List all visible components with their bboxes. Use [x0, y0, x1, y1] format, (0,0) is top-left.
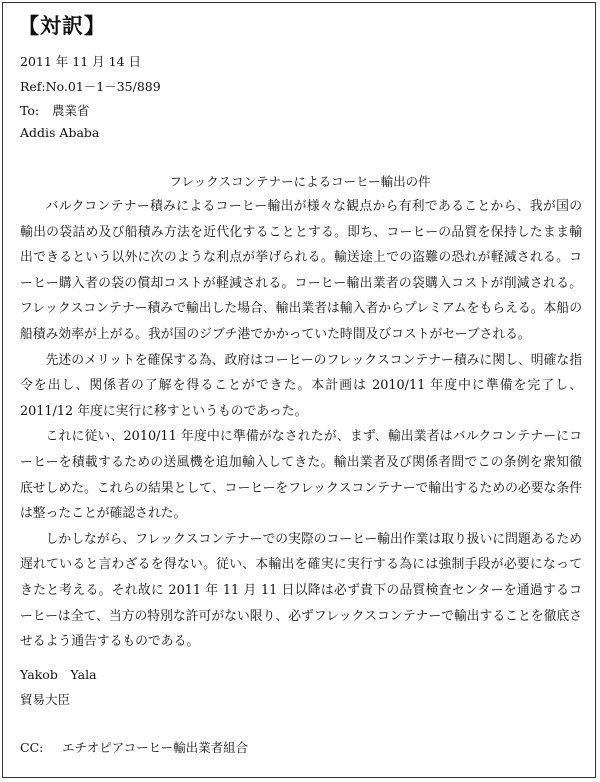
signatory-name: Yakob Yala — [20, 667, 97, 682]
letter-body — [20, 194, 582, 655]
recipient-line — [20, 101, 90, 119]
body-paragraph-4: しかしながら、フレックスコンテナーでの実際のコーヒー輸出作業は取り扱いに問題あるため遅れていると言わざるを得ない。従い、本輸出を確実に実行する為には強制手段が必要になってきたと考える。それ故に 2011 年 11 月 11 日以降は必ず貴下の品質検査センターを通過するコーヒーは全て、当方の特別な許可がない限り、必ずフレックスコンテナーで輸出することを徹底させるよう通告するものである。 — [20, 531, 582, 650]
body-paragraph-1: バルクコンテナー積みによるコーヒー輸出が様々な観点から有利であることから、我が国の輸出の袋詰め及び船積み方法を近代化することとする。即ち、コーヒーの品質を保持したまま輸出できるという以外に次のような利点が挙げられる。輸送途上での盗難の恐れが軽減される。コーヒー購入者の袋の償却コストが軽減される。コーヒー輸出業者の袋購入コストが削減される。フレックスコンテナー積みで輸出した場合、輸出業者は輸入者からプレミアムをもらえる。本船の船積み効率が上がる。我が国のジブチ港でかかっていた時間及びコストがセーブされる。 — [20, 199, 582, 342]
document-heading: 【対訳】 — [18, 14, 106, 38]
letter-subject: フレックスコンテナーによるコーヒー輸出の件 — [169, 174, 431, 189]
recipient-city: Addis Ababa — [20, 125, 100, 140]
to-label: To: — [20, 103, 40, 118]
recipient-name: 農業省 — [52, 103, 90, 118]
letter-date: 2011 年 11 月 14 日 — [20, 54, 141, 69]
reference-number: Ref:No.01－1－35/889 — [20, 79, 161, 94]
body-paragraph-3: これに従い、2010/11 年度中に準備がなされたが、まず、輸出業者はバルクコンテナーにコーヒーを積載するための送風機を追加輸入してきた。輸出業者及び関係者間でこの条例を衆知徹底せしめた。これらの結果として、コーヒーをフレックスコンテナーで輸出するための必要な条件は整ったことが確認された。 — [20, 429, 582, 522]
signatory-title: 貿易大臣 — [20, 692, 71, 707]
cc-line — [20, 738, 248, 756]
body-paragraph-2: 先述のメリットを確保する為、政府はコーヒーのフレックスコンテナー積みに関し、明確な指令を出し、関係者の了解を得ることができた。本計画は 2010/11 年度中に準備を完了し、2011/12 年度に実行に移すというものであった。 — [20, 352, 582, 419]
cc-recipient: エチオピアコーヒー輸出業者組合 — [62, 740, 249, 755]
cc-label: CC: — [20, 740, 44, 755]
